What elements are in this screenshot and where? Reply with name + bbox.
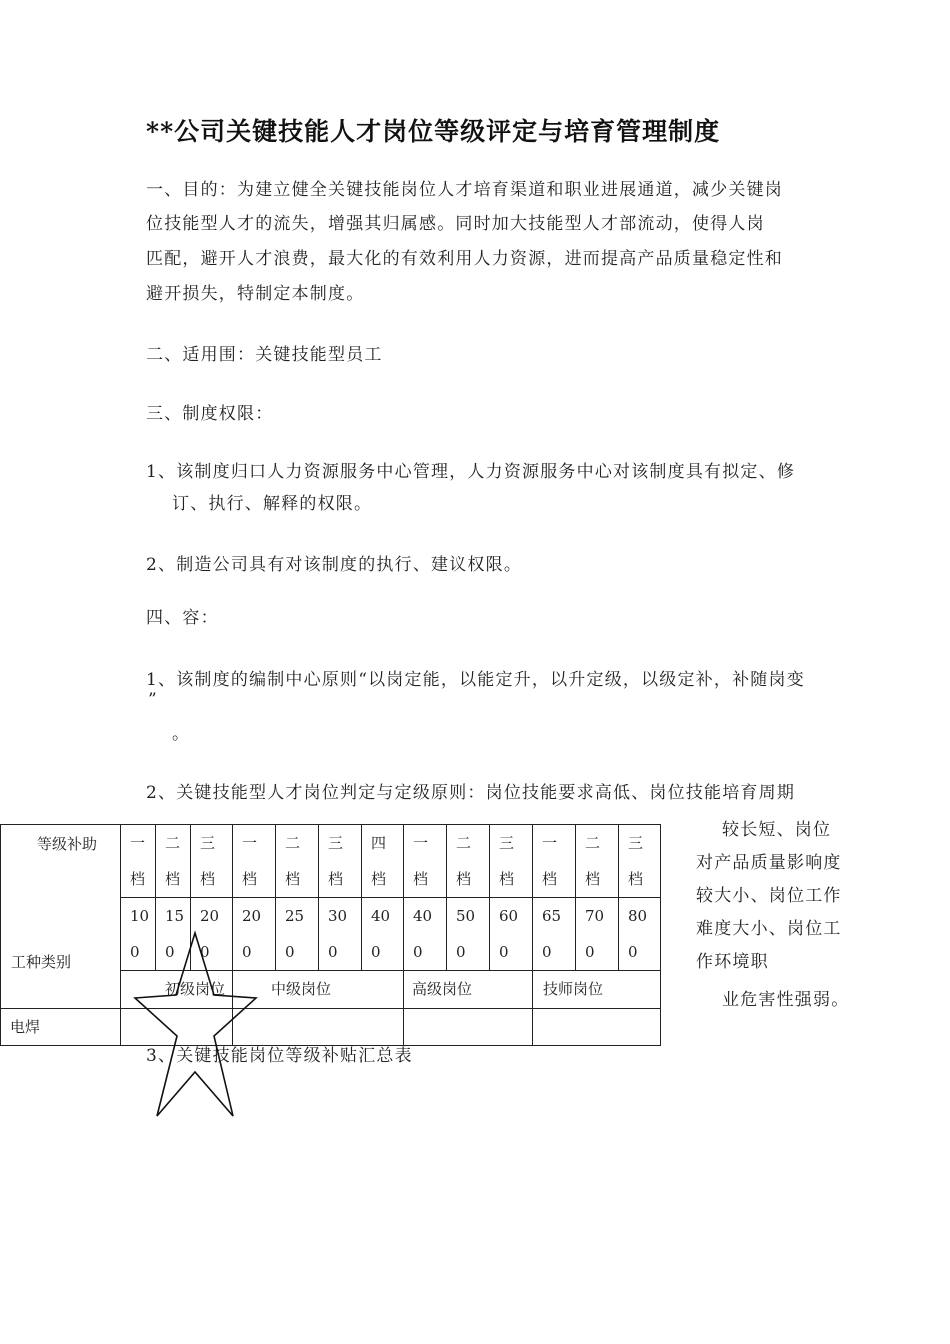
content-heading: 四、容：: [146, 608, 219, 628]
amount-cell: 20 0: [191, 898, 233, 971]
content-item-3: 3、关键技能岗位等级补贴汇总表: [146, 1046, 413, 1066]
authority-item-1: 1、该制度归口人力资源服务中心管理，人力资源服务中心对该制度具有拟定、修: [146, 462, 796, 482]
tier-cell: 三 档: [490, 825, 533, 898]
wrapped-text: 难度大小、岗位工: [696, 919, 842, 939]
tier-cell: 一 档: [233, 825, 276, 898]
corner-bottom-label: 工种类别: [11, 953, 72, 971]
tier-cell: 二 档: [447, 825, 490, 898]
amount-cell: 30 0: [319, 898, 362, 971]
content-item-2: 2、关键技能型人才岗位判定与定级原则：岗位技能要求高低、岗位技能培育周期: [146, 783, 796, 803]
tier-cell: 三 档: [191, 825, 233, 898]
tier-cell: 一 档: [533, 825, 576, 898]
wrapped-text: 较大小、岗位工作: [696, 886, 842, 906]
tier-cell: 一 档: [121, 825, 156, 898]
tier-cell: 四 档: [362, 825, 404, 898]
amount-cell: 80 0: [619, 898, 661, 971]
amount-cell: 70 0: [576, 898, 619, 971]
content-item-1: 1、该制度的编制中心原则“以岗定能，以能定升，以升定级，以级定补，补随岗变: [146, 670, 805, 690]
amount-cell: 20 0: [233, 898, 276, 971]
amount-cell: 25 0: [276, 898, 319, 971]
amount-cell: 50 0: [447, 898, 490, 971]
authority-heading: 三、制度权限：: [146, 404, 274, 424]
purpose-line: 一、目的：为建立健全关键技能岗位人才培育渠道和职业进展通道，减少关键岗: [146, 180, 783, 200]
wrapped-text: 作环境职: [696, 952, 769, 972]
corner-top-label: 等级补助: [37, 835, 98, 853]
tier-cell: 一 档: [404, 825, 447, 898]
level-junior: 初级岗位: [121, 971, 233, 1009]
amount-cell: 60 0: [490, 898, 533, 971]
level-intermediate: 中级岗位: [233, 971, 404, 1009]
level-technician: 技师岗位: [533, 971, 661, 1009]
authority-item-2: 2、制造公司具有对该制度的执行、建议权限。: [146, 555, 523, 575]
document-title: **公司关键技能人才岗位等级评定与培育管理制度: [146, 117, 721, 146]
amount-cell: 15 0: [156, 898, 191, 971]
amount-cell: 10 0: [121, 898, 156, 971]
purpose-line: 避开损失，特制定本制度。: [146, 284, 365, 304]
purpose-line: 匹配，避开人才浪费，最大化的有效利用人力资源，进而提高产品质量稳定性和: [146, 249, 783, 269]
tier-cell: 三 档: [619, 825, 661, 898]
tier-cell: 二 档: [156, 825, 191, 898]
wrapped-text: 对产品质量影响度: [696, 853, 842, 873]
purpose-line: 位技能型人才的流失，增强其归属感。同时加大技能型人才部流动，使得人岗: [146, 214, 765, 234]
tier-cell: 三 档: [319, 825, 362, 898]
level-senior: 高级岗位: [404, 971, 533, 1009]
content-item-1-quote: ”: [148, 690, 158, 710]
tier-cell: 二 档: [276, 825, 319, 898]
wrapped-text: 较长短、岗位: [722, 820, 832, 840]
content-item-1-period: 。: [172, 724, 191, 744]
tier-cell: 二 档: [576, 825, 619, 898]
amount-cell: 65 0: [533, 898, 576, 971]
amount-cell: 40 0: [404, 898, 447, 971]
scope-section: 二、适用围：关键技能型员工: [146, 345, 383, 365]
wrapped-text: 业危害性强弱。: [722, 990, 850, 1010]
row-label-welding: 电焊: [1, 1009, 121, 1046]
authority-item-1-cont: 订、执行、解释的权限。: [172, 494, 373, 514]
amount-cell: 40 0: [362, 898, 404, 971]
